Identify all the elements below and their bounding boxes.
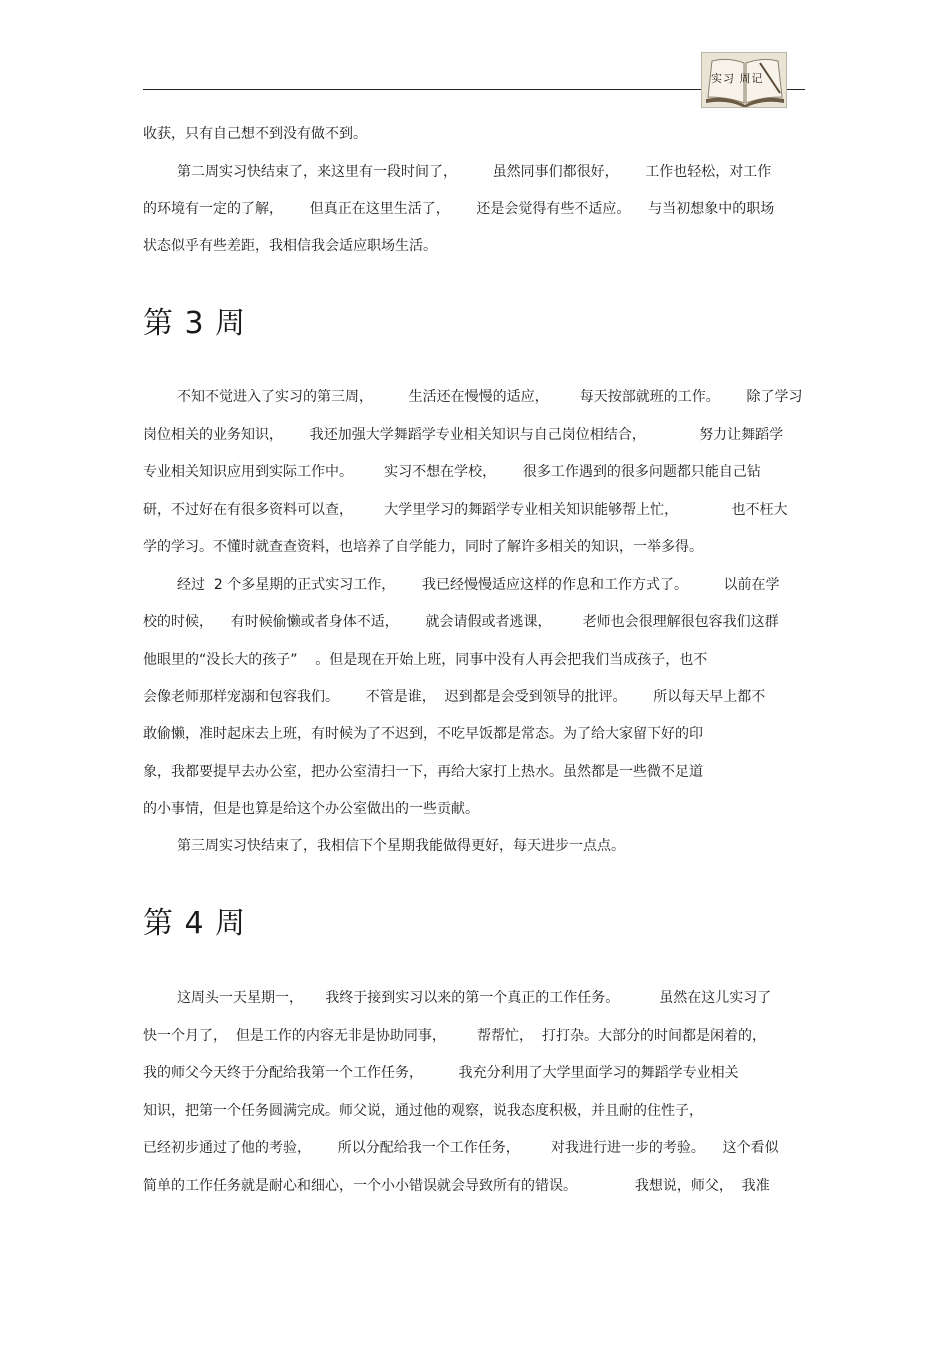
text-line: 研，不过好在有很多资料可以查， 大学里学习的舞蹈学专业相关知识能够帮上忙， 也不枉大: [143, 502, 788, 518]
text-line: 的小事情，但是也算是给这个办公室做出的一些贡献。: [143, 801, 479, 817]
header-logo: [701, 52, 787, 108]
text-line: 状态似乎有些差距，我相信我会适应职场生活。: [143, 238, 437, 254]
text-line: 收获，只有自己想不到没有做不到。: [143, 126, 367, 142]
text-line: 校的时候， 有时候偷懒或者身体不适， 就会请假或者逃课， 老师也会很理解很包容我们这群: [143, 614, 779, 630]
text-line: 简单的工作任务就是耐心和细心，一个小小错误就会导致所有的错误。 我想说，师父， 我准: [143, 1178, 770, 1194]
text-line: 的环境有一定的了解， 但真正在这里生活了， 还是会觉得有些不适应。 与当初想象中的职场: [143, 201, 775, 217]
text-line: 经过 2 个多星期的正式实习工作， 我已经慢慢适应这样的作息和工作方式了。 以前在学: [177, 577, 780, 593]
section-heading-week-3: 第 3 周: [143, 306, 247, 341]
text-line: 知识，把第一个任务圆满完成。师父说，通过他的观察，说我态度积极，并且耐的住性子，: [143, 1103, 703, 1119]
text-line: 象，我都要提早去办公室，把办公室清扫一下，再给大家打上热水。虽然都是一些微不足道: [143, 764, 703, 780]
section-heading-week-4: 第 4 周: [143, 906, 247, 941]
text-line: 他眼里的“没长大的孩子” 。但是现在开始上班，同事中没有人再会把我们当成孩子，也不: [143, 652, 708, 668]
text-line: 第三周实习快结束了，我相信下个星期我能做得更好，每天进步一点点。: [177, 838, 625, 854]
text-line: 学的学习。不懂时就查查资料，也培养了自学能力，同时了解许多相关的知识，一举多得。: [143, 539, 703, 555]
text-line: 敢偷懒，准时起床去上班，有时候为了不迟到，不吃早饭都是常态。为了给大家留下好的印: [143, 726, 703, 742]
text-line: 快一个月了， 但是工作的内容无非是协助同事， 帮帮忙， 打打杂。大部分的时间都是闲着的，: [143, 1028, 766, 1044]
text-line: 岗位相关的业务知识， 我还加强大学舞蹈学专业相关知识与自己岗位相结合， 努力让舞蹈学: [143, 427, 784, 443]
text-line: 会像老师那样宠溺和包容我们。 不管是谁， 迟到都是会受到领导的批评。 所以每天早上都不: [143, 689, 766, 705]
text-line: 第二周实习快结束了，来这里有一段时间了， 虽然同事们都很好， 工作也轻松，对工作: [177, 164, 772, 180]
text-line: 专业相关知识应用到实际工作中。 实习不想在学校， 很多工作遇到的很多问题都只能自己钻: [143, 464, 761, 480]
text-line: 已经初步通过了他的考验， 所以分配给我一个工作任务， 对我进行进一步的考验。 这个看似: [143, 1140, 779, 1156]
logo-text: 实习 周记: [711, 72, 764, 85]
text-line: 不知不觉进入了实习的第三周， 生活还在慢慢的适应， 每天按部就班的工作。 除了学习: [177, 389, 803, 405]
text-line: 我的师父今天终于分配给我第一个工作任务， 我充分利用了大学里面学习的舞蹈学专业相关: [143, 1065, 739, 1081]
text-line: 这周头一天星期一， 我终于接到实习以来的第一个真正的工作任务。 虽然在这儿实习了: [177, 990, 772, 1006]
